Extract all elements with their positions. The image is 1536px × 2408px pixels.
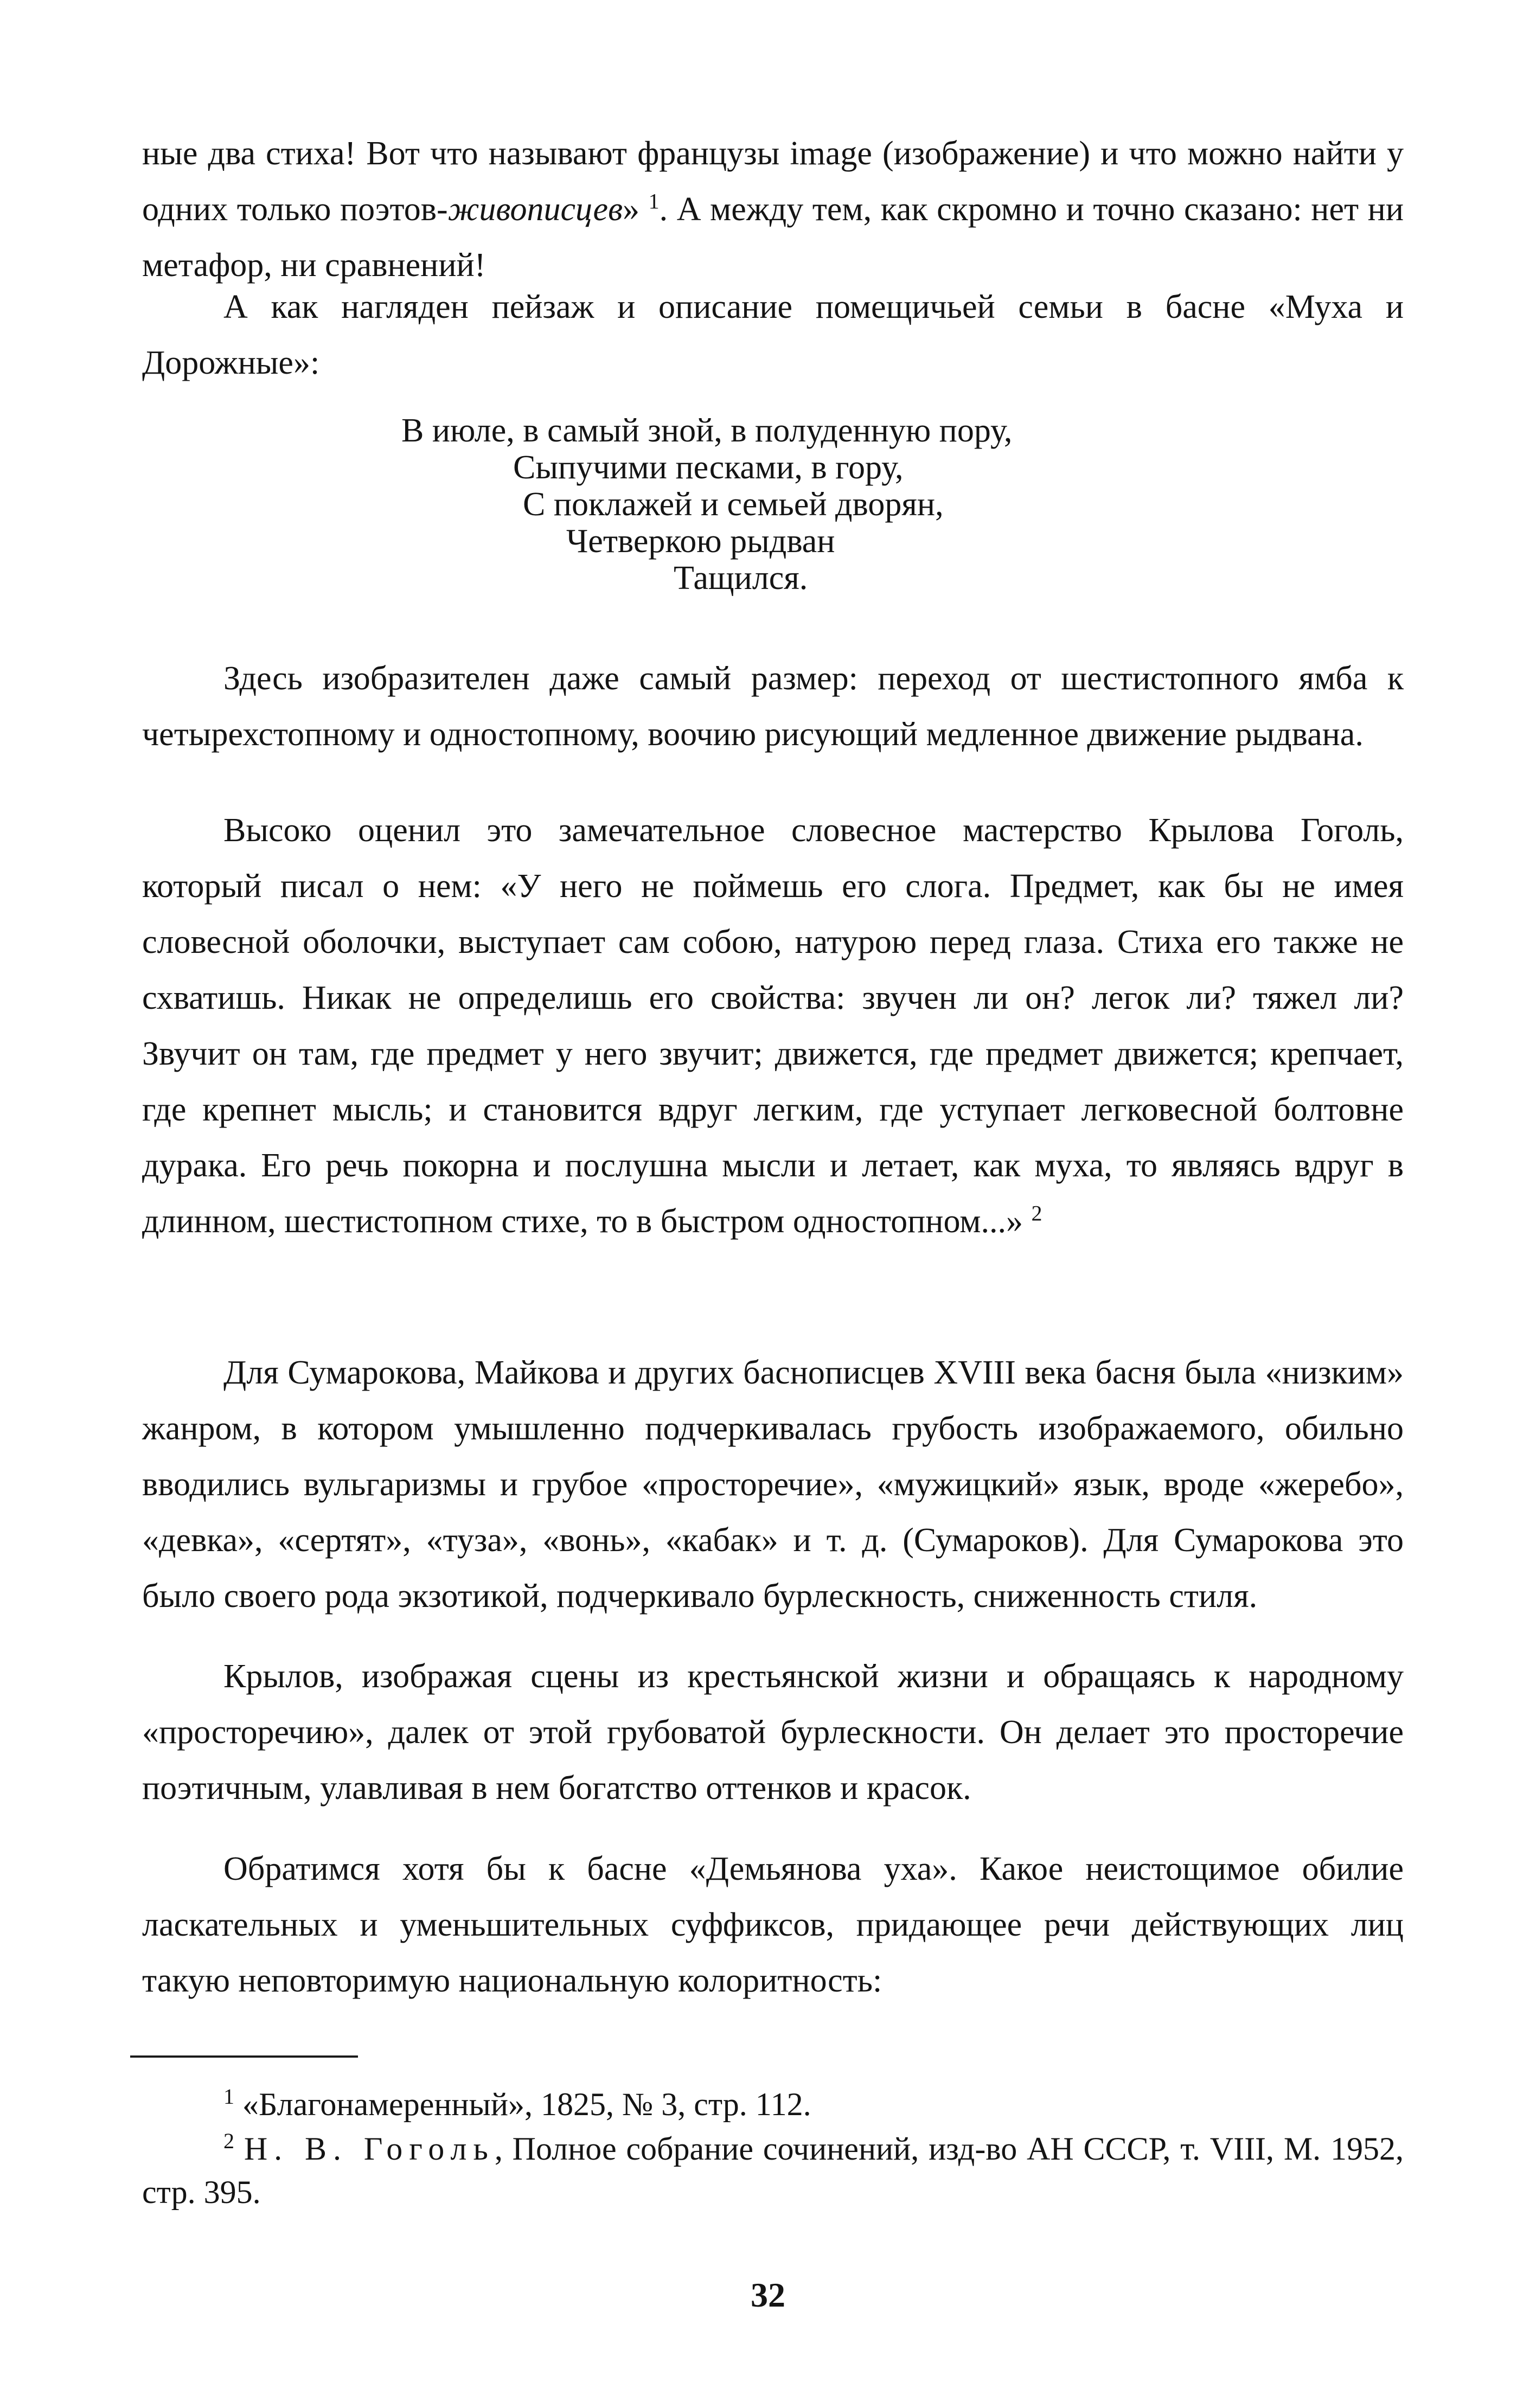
verse-line-3: С поклажей и семьей дворян, [523,486,944,523]
paragraph-1-tail: . А между тем, как скромно и точно сказано: нет ни метафор, ни сравнений! [142,191,1404,284]
footnote-1 [142,2083,1404,2126]
footnote-ref-2: 2 [1031,1201,1042,1226]
paragraph-2: А как нагляден пейзаж и описание помещичьей семьи в басне «Муха и Дорожные»: [142,289,1404,381]
paragraph-4-text: Высоко оценил это замечательное словесное мастерство Крылова Гоголь, который писал о нем: «У него не поймешь его слога. Предмет, как бы не имея словесной оболочки, выступает сам собою, натурою перед глаза. Стиха его также не схватишь. Никак не определишь его свойства: звучен ли он? легок ли? тяжел ли? Звучит он там, где предмет у него звучит; движется, где предмет движется; крепчает, где крепнет мысль; и становится вдруг легким, где уступает легковесной болтовне дурака. Его речь покорна и послушна мысли и летает, как муха, то являясь вдруг в длинном, шестистопном стихе, то в быстром одностопном...» [142,812,1404,1240]
footnote-1-text: «Благонамеренный», 1825, № 3, стр. 112. [242,2086,811,2122]
footnote-divider [130,2055,358,2058]
verse-line-2: Сыпучими песками, в гору, [513,449,904,486]
verse-quote [401,412,1012,597]
footnote-ref-1: 1 [648,189,660,214]
footnote-2 [142,2127,1404,2214]
paragraph-1-italic: живописцев [447,191,623,228]
page-number: 32 [751,2276,785,2314]
footnote-2-text: , Полное собрание сочинений, изд-во АН СССР, т. VIII, М. 1952, стр. 395. [142,2131,1404,2210]
verse-line-1: В июле, в самый зной, в полуденную пору, [401,412,1013,449]
verse-line-5: Тащился. [674,560,808,597]
paragraph-7: Обратимся хотя бы к басне «Демьянова уха». Какое неистощимое обилие ласкательных и уменьшительных суффиксов, придающее речи действующих лиц такую неповторимую национальную колоритность: [142,1850,1404,1999]
paragraph-3: Здесь изобразителен даже самый размер: переход от шестистопного ямба к четырехстопному и одностопному, воочию рисующий медленное движение рыдвана. [142,660,1404,753]
paragraph-1-close-quote: » [622,191,649,228]
footnote-2-mark: 2 [223,2129,234,2153]
verse-line-4: Четверкою рыдван [566,523,835,560]
paragraph-6: Крылов, изображая сцены из крестьянской жизни и обращаясь к народному «просторечию», далек от этой грубоватой бурлескности. Он делает это просторечие поэтичным, улавливая в нем богатство оттенков и красок. [142,1658,1404,1807]
paragraph-1 [142,126,1404,293]
paragraph-5: Для Сумарокова, Майкова и других баснописцев XVIII века басня была «низким» жанром, в котором умышленно подчеркивалась грубость изображаемого, обильно вводились вульгаризмы и грубое «просторечие», «мужицкий» язык, вроде «жеребо», «девка», «сертят», «туза», «вонь», «кабак» и т. д. (Сумароков). Для Сумарокова это было своего рода экзотикой, подчеркивало бурлескность, сниженность стиля. [142,1354,1404,1615]
footnote-1-mark: 1 [223,2084,234,2109]
paragraph-4 [142,803,1404,1250]
footnote-2-author: Н. В. Гоголь [244,2131,495,2167]
paragraph-1-text: ные два стиха! Вот что называют французы image (изображение) и что можно найти у одних только поэтов- [142,135,1404,228]
